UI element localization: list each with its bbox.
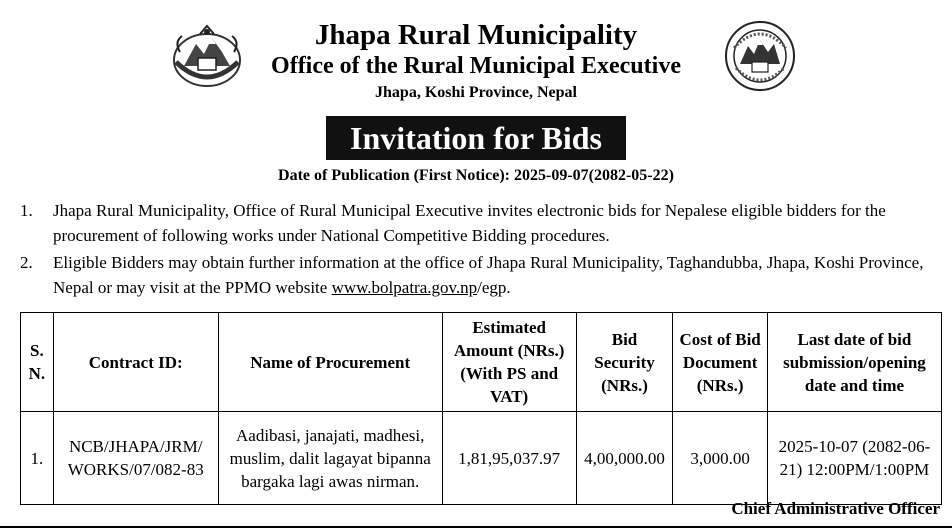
bottom-divider	[0, 526, 952, 528]
header-contract-id: Contract ID:	[53, 313, 218, 412]
header-procurement-name: Name of Procurement	[218, 313, 442, 412]
municipality-seal-icon	[724, 18, 796, 94]
office-location: Jhapa, Koshi Province, Nepal	[375, 84, 577, 101]
cell-document-cost: 3,000.00	[673, 412, 768, 505]
table-row	[21, 412, 942, 505]
cell-estimated-amount: 1,81,95,037.97	[442, 412, 576, 505]
paragraph-text-start: Eligible Bidders may obtain further information at the office of Jhapa Rural Municipality, Taghandubba, Jhapa, Koshi Province, Nepal or may visit at the PPMO website	[53, 253, 924, 297]
paragraph-text	[53, 250, 940, 300]
bolpatra-link[interactable]: www.bolpatra.gov.np	[331, 278, 478, 297]
bids-table	[20, 312, 942, 505]
header-bid-security: Bid Security (NRs.)	[576, 313, 673, 412]
publication-date: Date of Publication (First Notice): 2025-09-07(2082-05-22)	[278, 167, 674, 184]
signatory-title: Chief Administrative Officer	[731, 499, 940, 518]
cell-sn: 1.	[21, 412, 54, 505]
header-sn: S. N.	[21, 313, 54, 412]
header-document-cost: Cost of Bid Document (NRs.)	[673, 313, 768, 412]
paragraph-1	[20, 198, 940, 248]
municipality-name: Jhapa Rural Municipality	[314, 19, 638, 51]
letterhead	[200, 18, 752, 104]
table-header-row	[21, 313, 942, 412]
header-deadline: Last date of bid submission/opening date and time	[767, 313, 941, 412]
invitation-banner: Invitation for Bids	[326, 116, 626, 160]
paragraph-text-end: /egp.	[477, 278, 511, 297]
cell-contract-id: NCB/JHAPA/JRM/ WORKS/07/082-83	[53, 412, 218, 505]
paragraph-text: Jhapa Rural Municipality, Office of Rural Municipal Executive invites electronic bids for Nepalese eligible bidders for the procurement of following works under National Competitive Bidding procedures.	[53, 201, 886, 245]
cell-bid-security: 4,00,000.00	[576, 412, 673, 505]
office-name: Office of the Rural Municipal Executive	[271, 53, 681, 79]
paragraph-2	[20, 250, 940, 300]
paragraph-number: 2.	[20, 253, 33, 272]
header-estimated-amount: Estimated Amount (NRs.) (With PS and VAT)	[442, 313, 576, 412]
cell-deadline: 2025-10-07 (2082-06-21) 12:00PM/1:00PM	[767, 412, 941, 505]
paragraph-number: 1.	[20, 201, 33, 220]
cell-procurement-name: Aadibasi, janajati, madhesi, muslim, dalit lagayat bipanna bargaka lagi awas nirman.	[218, 412, 442, 505]
